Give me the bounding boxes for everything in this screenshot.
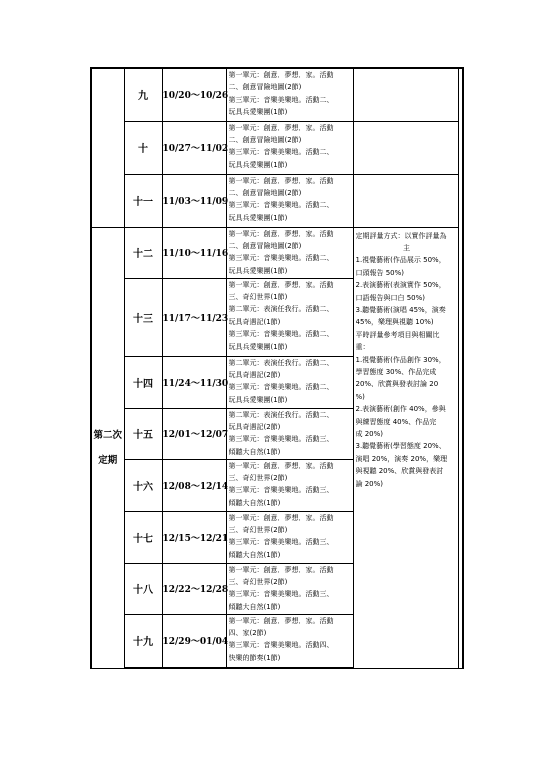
content-line: 第二單元：表演任我行。活動二、 xyxy=(228,410,334,419)
week-number-cell: 九 xyxy=(124,68,162,121)
content-line: 第二單元：表演任我行。活動二、 xyxy=(228,305,334,314)
content-line: 第三單元：音樂美樂地。活動二、 xyxy=(228,254,334,263)
content-line: 二、創意冒險地圖(2節) xyxy=(228,83,302,92)
content-line: 快樂的節奏(1節) xyxy=(228,653,281,662)
content-line: 第三單元：音樂美樂地。活動三、 xyxy=(228,590,334,599)
content-line: 第三單元：音樂美樂地。活動二、 xyxy=(228,95,334,104)
content-cell xyxy=(226,459,353,511)
content-line: 二、創意冒險地圖(2節) xyxy=(228,188,302,197)
content-cell xyxy=(226,511,353,563)
content-line: 第一單元：創意．夢想．家。活動 xyxy=(228,461,334,470)
assessment-line: 成 20%) xyxy=(355,430,384,438)
content-line: 三、奇幻世界(2節) xyxy=(228,577,288,586)
week-number-cell: 十六 xyxy=(124,459,162,511)
date-range-cell: 11/03～11/09 xyxy=(162,174,226,227)
assessment-line: 定期評量方式：以實作評量為 xyxy=(355,231,447,240)
table-row xyxy=(91,174,463,227)
content-line: 第三單元：音樂美樂地。活動二、 xyxy=(228,148,334,157)
date-range-cell: 12/29～01/04 xyxy=(162,614,226,668)
week-number-cell: 十三 xyxy=(124,278,162,356)
content-line: 玩具兵愛樂團(1節) xyxy=(228,266,288,275)
date-range-cell: 12/01～12/07 xyxy=(162,408,226,459)
content-line: 第一單元：創意．夢想．家。活動 xyxy=(228,513,334,522)
content-line: 三、奇幻世界(2節) xyxy=(228,525,288,534)
assessment-line: 2.表演藝術(創作 40%，參與 xyxy=(355,405,446,414)
date-range-cell: 10/20～10/26 xyxy=(162,68,226,121)
date-range-cell: 11/10～11/16 xyxy=(162,227,226,278)
content-cell xyxy=(226,408,353,459)
content-cell xyxy=(226,68,353,121)
assessment-empty-cell xyxy=(353,68,458,121)
date-range-cell: 12/22～12/28 xyxy=(162,563,226,614)
assessment-empty-cell xyxy=(353,174,458,227)
assessment-line: 口頭報告 50%) xyxy=(355,268,405,277)
right-margin-cell xyxy=(458,68,463,668)
assessment-line: 20%、欣賞與發表討論 20 xyxy=(355,380,439,389)
content-line: 玩具兵愛樂團(1節) xyxy=(228,213,288,222)
content-line: 四、家(2節) xyxy=(228,628,267,637)
content-cell xyxy=(226,174,353,227)
content-line: 玩具兵愛樂團(1節) xyxy=(228,342,288,351)
assessment-line: 主 xyxy=(403,243,410,252)
content-line: 二、創意冒險地圖(2節) xyxy=(228,135,302,144)
assessment-line: %) xyxy=(355,392,365,401)
content-line: 玩具奇遇記(2節) xyxy=(228,370,281,379)
week-number-cell: 十一 xyxy=(124,174,162,227)
content-line: 三、奇幻世界(2節) xyxy=(228,473,288,482)
assessment-line: 1.視覺藝術(作品展示 50%， xyxy=(355,256,446,265)
content-line: 第三單元：音樂美樂地。活動三、 xyxy=(228,486,334,495)
week-number-cell: 十八 xyxy=(124,563,162,614)
term-label-line: 定期 xyxy=(98,454,118,466)
content-line: 第二單元：表演任我行。活動二、 xyxy=(228,358,334,367)
date-range-cell: 12/08～12/14 xyxy=(162,459,226,511)
assessment-line: 重： xyxy=(355,343,370,352)
assessment-line: 口語報告與口白 50%) xyxy=(355,293,426,302)
table-row xyxy=(91,68,463,121)
table-row xyxy=(91,227,463,278)
assessment-line: 與視聽 20%、欣賞與發表討 xyxy=(355,467,444,476)
content-line: 傾聽大自然(1節) xyxy=(228,602,281,611)
assessment-empty-cell xyxy=(353,121,458,174)
content-line: 二、創意冒險地圖(2節) xyxy=(228,241,302,250)
term-label-line: 第二次 xyxy=(93,429,122,441)
content-line: 第一單元：創意．夢想．家。活動 xyxy=(228,123,334,132)
assessment-line: 1.視覺藝術(作品創作 30%， xyxy=(355,355,446,364)
content-cell xyxy=(226,356,353,408)
schedule-table xyxy=(90,67,464,669)
assessment-line: 2.表演藝術(表演實作 50%， xyxy=(355,281,446,290)
content-line: 玩具兵愛樂團(1節) xyxy=(228,160,288,169)
assessment-line: 學習態度 30%、作品完成 xyxy=(355,367,437,376)
content-line: 第一單元：創意．夢想．家。活動 xyxy=(228,280,334,289)
content-line: 第三單元：音樂美樂地。活動三、 xyxy=(228,435,334,444)
week-number-cell: 十七 xyxy=(124,511,162,563)
date-range-cell: 11/17～11/23 xyxy=(162,278,226,356)
content-line: 玩具兵愛樂團(1節) xyxy=(228,395,288,404)
assessment-line: 與練習態度 40%、作品完 xyxy=(355,417,437,426)
date-range-cell: 10/27～11/02 xyxy=(162,121,226,174)
content-line: 第一單元：創意．夢想．家。活動 xyxy=(228,71,334,79)
date-range-cell: 11/24～11/30 xyxy=(162,356,226,408)
week-number-cell: 十 xyxy=(124,121,162,174)
week-number-cell: 十四 xyxy=(124,356,162,408)
content-line: 傾聽大自然(1節) xyxy=(228,498,281,507)
assessment-line: 45%，樂理與視聽 10%) xyxy=(355,318,434,327)
content-cell xyxy=(226,278,353,356)
content-line: 第一單元：創意．夢想．家。活動 xyxy=(228,616,334,625)
content-cell xyxy=(226,614,353,668)
content-line: 玩具兵愛樂團(1節) xyxy=(228,108,288,117)
week-number-cell: 十五 xyxy=(124,408,162,459)
content-line: 第三單元：音樂美樂地。活動二、 xyxy=(228,383,334,392)
term-cell-first xyxy=(91,68,124,227)
content-cell xyxy=(226,121,353,174)
table-row xyxy=(91,121,463,174)
assessment-cell xyxy=(353,227,458,668)
term-label-cell xyxy=(91,227,124,668)
date-range-cell: 12/15～12/21 xyxy=(162,511,226,563)
content-line: 玩具奇遇記(1節) xyxy=(228,317,281,326)
assessment-line: 3.聽覺藝術(演唱 45%，演奏 xyxy=(355,305,446,314)
content-line: 第三單元：音樂美樂地。活動二、 xyxy=(228,201,334,210)
content-cell xyxy=(226,227,353,278)
content-line: 傾聽大自然(1節) xyxy=(228,447,281,456)
content-line: 玩具奇遇記(2節) xyxy=(228,422,281,431)
content-line: 第三單元：音樂美樂地。活動二、 xyxy=(228,330,334,339)
content-line: 第三單元：音樂美樂地。活動四、 xyxy=(228,641,334,650)
content-cell xyxy=(226,563,353,614)
content-line: 第三單元：音樂美樂地。活動三、 xyxy=(228,538,334,547)
assessment-line: 3.聽覺藝術(學習態度 20%、 xyxy=(355,442,446,451)
assessment-line: 演唱 20%，演奏 20%，樂理 xyxy=(355,454,448,463)
content-line: 第一單元：創意．夢想．家。活動 xyxy=(228,176,334,185)
week-number-cell: 十九 xyxy=(124,614,162,668)
assessment-line: 論 20%) xyxy=(355,479,384,488)
content-line: 傾聽大自然(1節) xyxy=(228,550,281,559)
content-line: 第一單元：創意．夢想．家。活動 xyxy=(228,229,334,238)
assessment-line: 平時評量參考項目與相關比 xyxy=(355,330,440,339)
content-line: 三、奇幻世界(1節) xyxy=(228,292,288,301)
week-number-cell: 十二 xyxy=(124,227,162,278)
content-line: 第一單元：創意．夢想．家。活動 xyxy=(228,565,334,574)
